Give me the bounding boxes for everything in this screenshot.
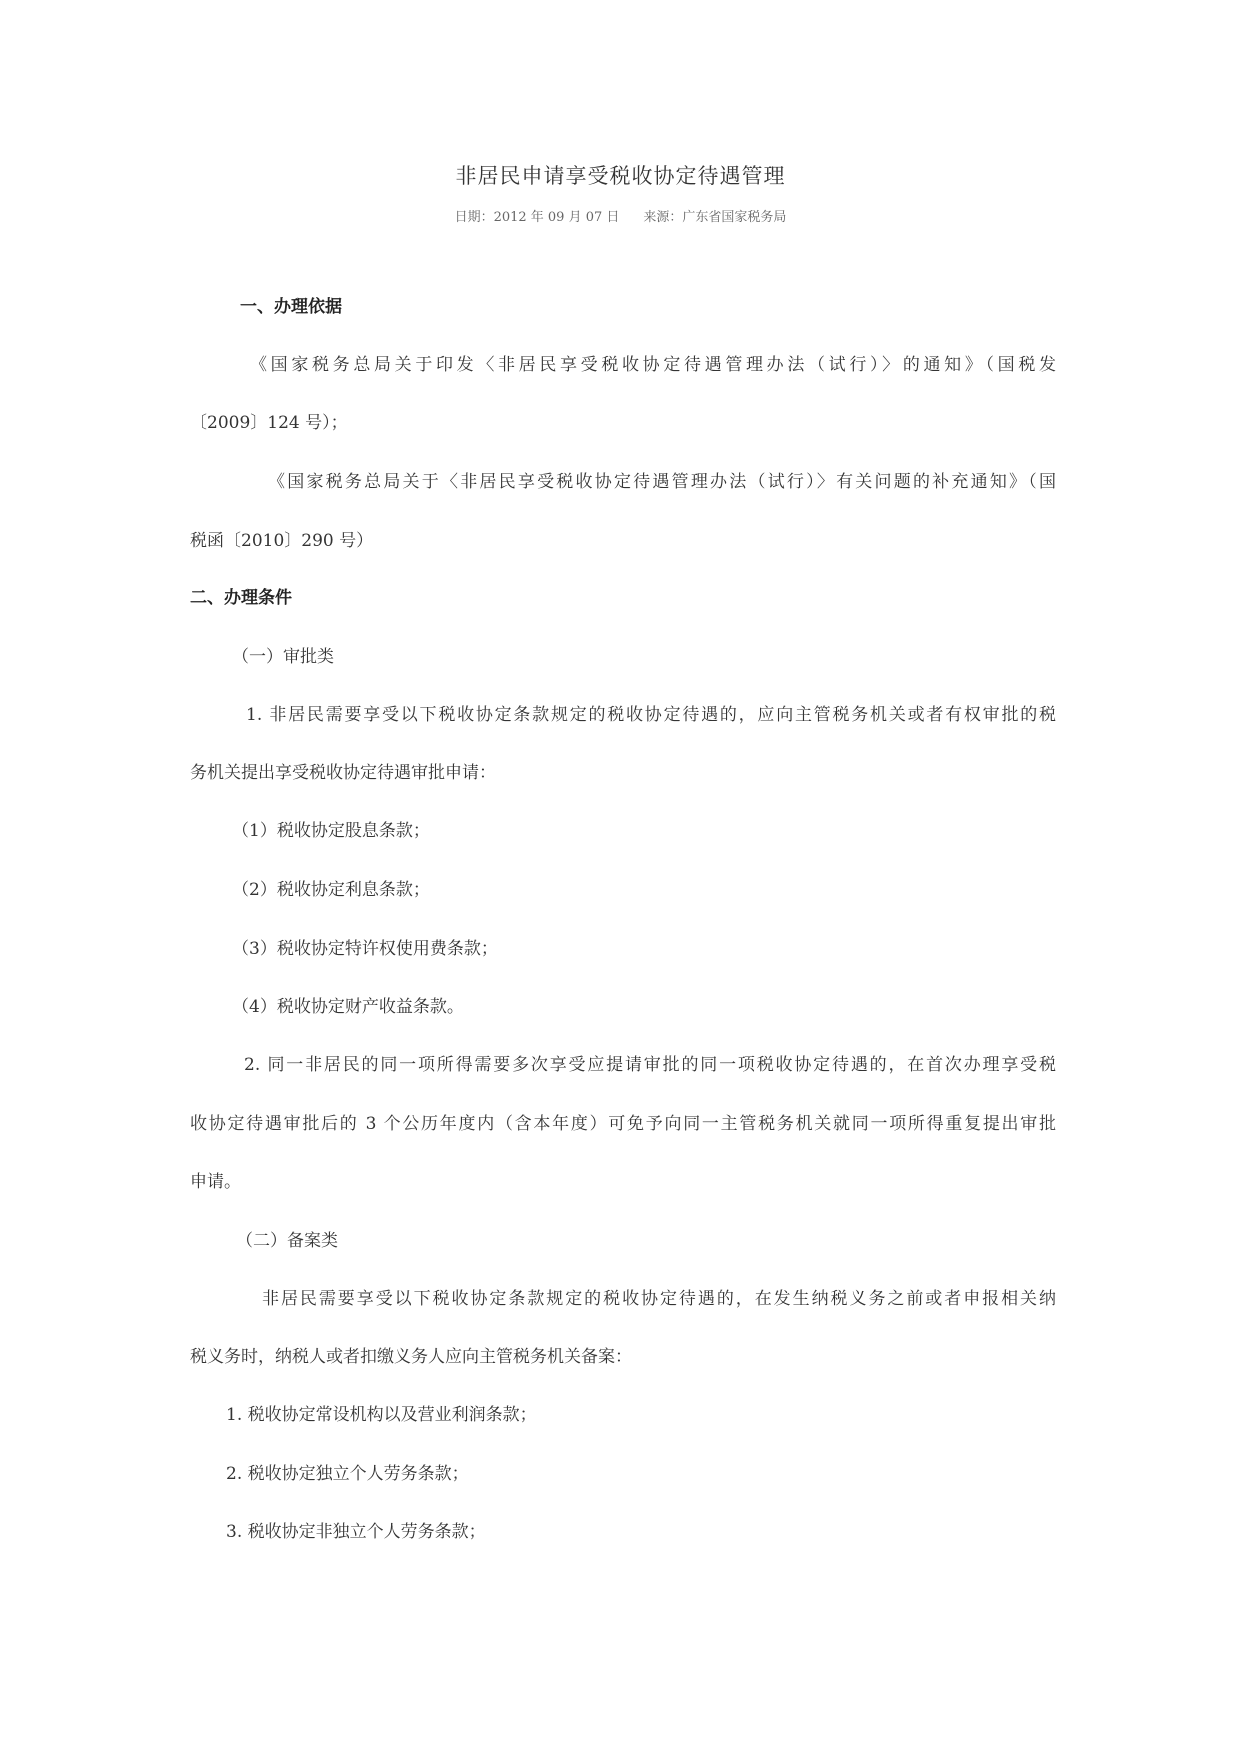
section-heading-conditions: 二、办理条件	[190, 588, 292, 608]
approval-sub-item-3: （3）税收协定特许权使用费条款；	[232, 939, 498, 959]
approval-item-2-line-2: 收协定待遇审批后的 3 个公历年度内（含本年度）可免予向同一主管税务机关就同一项所得重复提出审批	[190, 1114, 1056, 1134]
approval-sub-item-4: （4）税收协定财产收益条款。	[232, 997, 464, 1017]
approval-item-2-line-1: 2. 同一非居民的同一项所得需要多次享受应提请审批的同一项税收协定待遇的，在首次办理享受税	[244, 1055, 1056, 1075]
filing-intro-line-1: 非居民需要享受以下税收协定条款规定的税收协定待遇的，在发生纳税义务之前或者申报相关纳	[262, 1289, 1056, 1309]
basis-2-line-2: 税函〔2010〕290 号）	[190, 531, 374, 551]
filing-item-1: 1. 税收协定常设机构以及营业利润条款；	[226, 1405, 537, 1425]
approval-sub-item-2: （2）税收协定利息条款；	[232, 880, 430, 900]
publish-date: 日期：2012 年 09 月 07 日	[454, 210, 620, 225]
approval-item-1-line-2: 务机关提出享受税收协定待遇审批申请：	[190, 763, 496, 783]
publish-source: 来源：广东省国家税务局	[643, 210, 787, 225]
approval-sub-item-1: （1）税收协定股息条款；	[232, 821, 430, 841]
section-heading-basis: 一、办理依据	[240, 297, 342, 317]
filing-intro-line-2: 税义务时，纳税人或者扣缴义务人应向主管税务机关备案：	[190, 1347, 632, 1367]
basis-1-line-1: 《国家税务总局关于印发〈非居民享受税收协定待遇管理办法（试行）〉的通知》（国税发	[250, 355, 1056, 375]
subsection-heading-approval: （一）审批类	[232, 647, 334, 667]
basis-2-line-1: 《国家税务总局关于〈非居民享受税收协定待遇管理办法（试行）〉有关问题的补充通知》（国	[268, 472, 1056, 492]
subsection-heading-filing: （二）备案类	[236, 1231, 338, 1251]
basis-1-line-2: 〔2009〕124 号）；	[190, 413, 348, 433]
document-meta	[0, 206, 1241, 225]
filing-item-2: 2. 税收协定独立个人劳务条款；	[226, 1464, 469, 1484]
document-title: 非居民申请享受税收协定待遇管理	[455, 164, 786, 188]
approval-item-2-line-3: 申请。	[190, 1172, 241, 1192]
approval-item-1-line-1: 1. 非居民需要享受以下税收协定条款规定的税收协定待遇的，应向主管税务机关或者有权审批的税	[246, 705, 1056, 725]
filing-item-3: 3. 税收协定非独立个人劳务条款；	[226, 1522, 486, 1542]
